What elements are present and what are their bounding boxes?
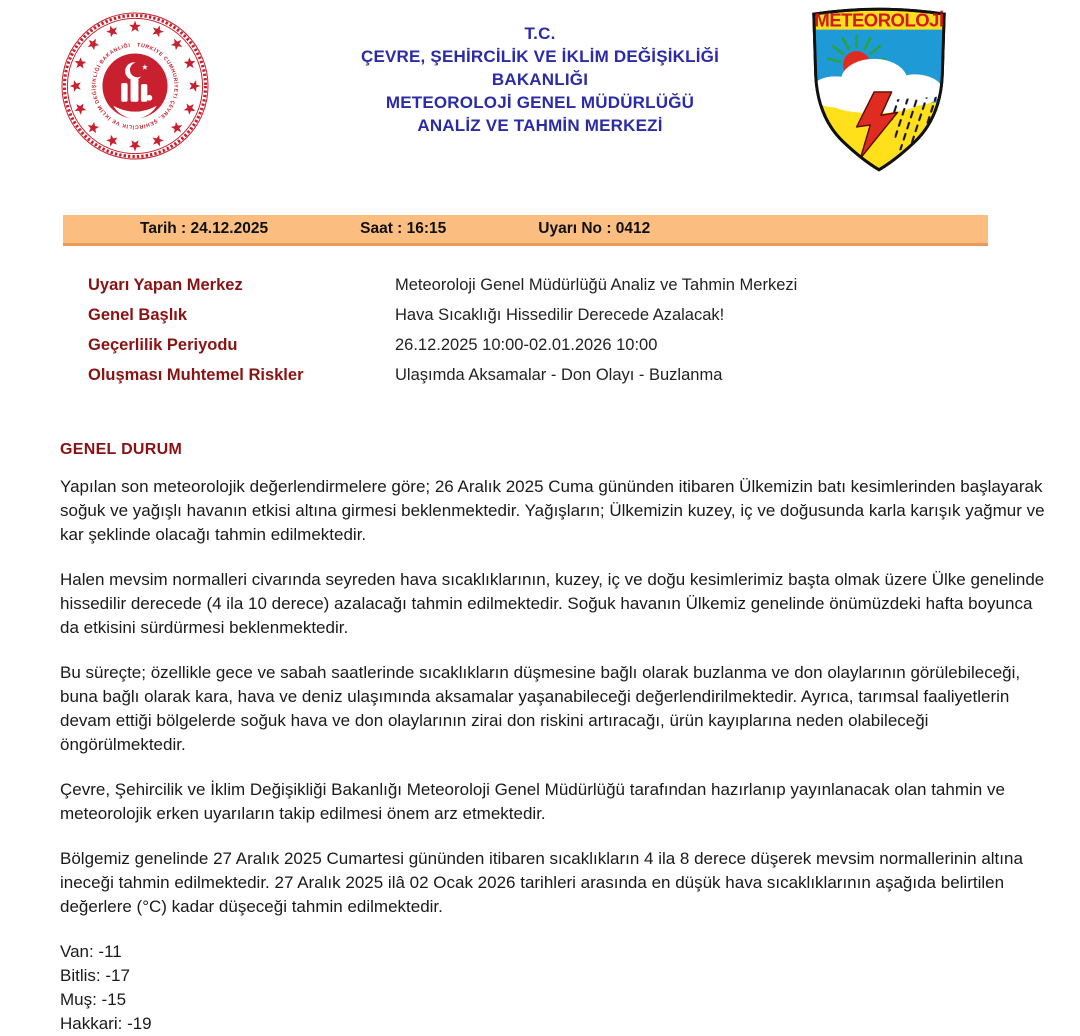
- city-temperature-list: [60, 940, 1050, 1036]
- meta-label: Genel Başlık: [88, 306, 188, 324]
- meta-row: [88, 336, 1080, 355]
- header-title-line: ANALİZ VE TAHMİN MERKEZİ: [417, 116, 663, 135]
- meta-label: Geçerlilik Periyodu: [88, 336, 238, 354]
- meta-row: [88, 306, 1080, 325]
- meta-label: Uyarı Yapan Merkez: [88, 276, 243, 294]
- body-paragraph: Bölgemiz genelinde 27 Aralık 2025 Cumartesi gününden itibaren sıcaklıkların 4 ila 8 derece düşerek mevsim normallerinin altına ineceği tahmin edilmektedir. 27 Aralık 2025 ilâ 02 Ocak 2026 tarihleri arasında en düşük hava sıcaklıklarının aşağıda belirtilen değerlere (°C) kadar düşeceği tahmin edilmektedir.: [60, 849, 1023, 916]
- city-temperature-line: Muş: -15: [60, 990, 127, 1009]
- date-field: Tarih : 24.12.2025: [140, 220, 269, 237]
- meta-value: Hava Sıcaklığı Hissedilir Derecede Azalacak!: [395, 306, 725, 324]
- seal-circular-text: TÜRKİYE CUMHURİYETİ ÇEVRE, ŞEHİRCİLİK VE İKLİM DEĞİŞİKLİĞİ BAKANLIĞI: [91, 42, 179, 130]
- body-paragraph: Yapılan son meteorolojik değerlendirmelere göre; 26 Aralık 2025 Cuma gününden itibaren Ülkemizin batı kesimlerinden başlayarak soğuk ve yağışlı havanın etkisi altına girmesi beklenmektedir. Yağışların; Ülkemizin kuzey, iç ve doğusunda karla karışık yağmur ve kar şeklinde olacağı tahmin edilmektedir.: [60, 477, 1045, 544]
- section-title: GENEL DURUM: [60, 441, 183, 458]
- body-paragraph: Bu süreçte; özellikle gece ve sabah saatlerinde sıcaklıkların düşmesine bağlı olarak buzlanma ve don olaylarının görülebileceği, buna bağlı olarak kara, hava ve deniz ulaşımında aksamalar yaşanabileceği değerlendirilmektedir. Ayrıca, tarımsal faaliyetlerin devam ettiği bölgelerde soğuk hava ve don olaylarının zirai don riskini artıracağı, ürün kayıplarına neden olabileceği öngörülmektedir.: [60, 663, 1021, 754]
- time-field: Saat : 16:15: [360, 220, 447, 237]
- header-title-line: T.C.: [524, 24, 556, 43]
- warning-no-field: Uyarı No : 0412: [538, 220, 651, 237]
- header-title-line: ÇEVRE, ŞEHİRCİLİK VE İKLİM DEĞİŞİKLİĞİ: [360, 47, 720, 66]
- warning-metadata: [88, 276, 1080, 385]
- header: [0, 0, 1080, 215]
- shield-title-text: METEOROLOJİ: [814, 9, 944, 31]
- info-bar: [63, 215, 988, 246]
- general-situation-section: [60, 441, 1050, 1036]
- header-title-line: BAKANLIĞI: [491, 70, 589, 89]
- ministry-seal-icon: [56, 12, 214, 160]
- meta-value: Meteoroloji Genel Müdürlüğü Analiz ve Tahmin Merkezi: [395, 276, 798, 294]
- body-paragraph: Halen mevsim normalleri civarında seyreden hava sıcaklıklarının, kuzey, iç ve doğu kesimlerimiz başta olmak üzere Ülke genelinde hissedilir derecede (4 ila 10 derece) azalacağı tahmin edilmektedir. Soğuk havanın Ülkemiz genelinde önümüzdeki hafta boyunca da etkisini sürdürmesi beklenmektedir.: [60, 570, 1045, 637]
- header-title-block: [280, 22, 800, 137]
- meta-value: Ulaşımda Aksamalar - Don Olayı - Buzlanma: [395, 366, 723, 384]
- meteorology-shield-icon: [806, 0, 952, 178]
- body-paragraph: Çevre, Şehircilik ve İklim Değişikliği Bakanlığı Meteoroloji Genel Müdürlüğü tarafından hazırlanıp yayınlanacak olan tahmin ve meteorolojik erken uyarıların takip edilmesi önem arz etmektedir.: [60, 780, 1005, 823]
- meteorology-shield-logo: [806, 0, 952, 178]
- city-temperature-line: Hakkari: -19: [60, 1014, 152, 1033]
- city-temperature-line: Van: -11: [60, 942, 122, 961]
- city-temperature-line: Bitlis: -17: [60, 966, 130, 985]
- meta-row: [88, 366, 1080, 385]
- header-title-line: METEOROLOJİ GENEL MÜDÜRLÜĞÜ: [385, 93, 695, 112]
- meta-label: Oluşması Muhtemel Riskler: [88, 366, 304, 384]
- meta-value: 26.12.2025 10:00-02.01.2026 10:00: [395, 336, 658, 354]
- ministry-seal-logo: [56, 12, 214, 160]
- meta-row: [88, 276, 1080, 295]
